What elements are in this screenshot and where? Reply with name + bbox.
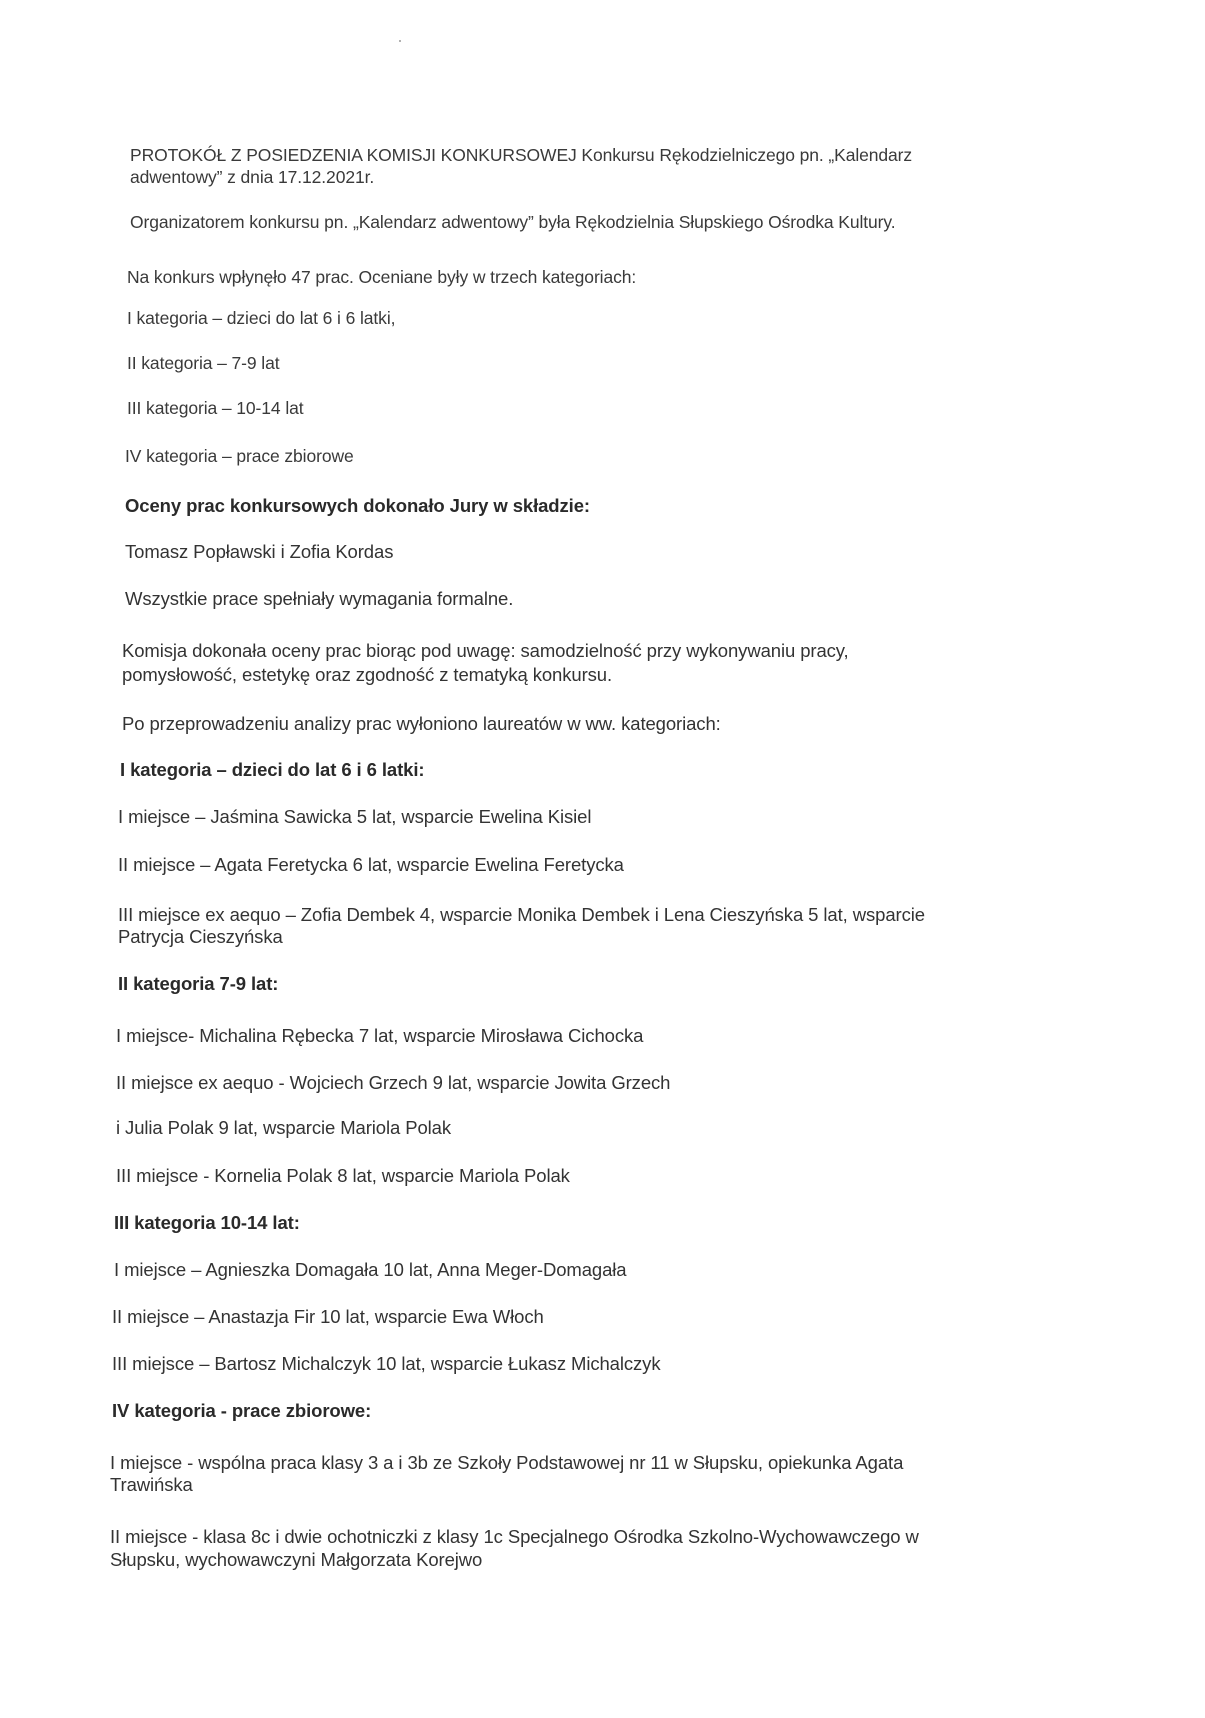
result-heading-category-4: IV kategoria - prace zbiorowe:: [112, 1400, 372, 1421]
result-entry: II miejsce – Anastazja Fir 10 lat, wsparcie Ewa Włoch: [112, 1306, 544, 1327]
result-entry-continuation: Trawińska: [110, 1474, 193, 1495]
result-entry-continuation: Słupsku, wychowawczyni Małgorzata Korejwo: [110, 1549, 483, 1570]
category-4: IV kategoria – prace zbiorowe: [125, 446, 354, 466]
criteria-line-1: Komisja dokonała oceny prac biorąc pod uwagę: samodzielność przy wykonywaniu pracy,: [122, 640, 849, 661]
criteria-line-2: pomysłowość, estetykę oraz zgodność z tematyką konkursu.: [122, 664, 613, 685]
result-heading-category-3: III kategoria 10-14 lat:: [114, 1212, 300, 1233]
jury-members: Tomasz Popławski i Zofia Kordas: [125, 541, 394, 562]
result-entry: II miejsce – Agata Feretycka 6 lat, wsparcie Ewelina Feretycka: [118, 854, 624, 875]
result-entry: III miejsce - Kornelia Polak 8 lat, wsparcie Mariola Polak: [116, 1165, 570, 1186]
result-entry: I miejsce – Agnieszka Domagała 10 lat, Anna Meger-Domagała: [114, 1259, 627, 1280]
title-line-2: adwentowy” z dnia 17.12.2021r.: [130, 167, 375, 187]
result-heading-category-2: II kategoria 7-9 lat:: [118, 973, 279, 994]
formal-requirements: Wszystkie prace spełniały wymagania formalne.: [125, 588, 514, 609]
scan-speck: [399, 40, 401, 42]
result-entry: I miejsce- Michalina Rębecka 7 lat, wsparcie Mirosława Cichocka: [116, 1025, 644, 1046]
category-3: III kategoria – 10-14 lat: [127, 398, 304, 418]
submissions-text: Na konkurs wpłynęło 47 prac. Oceniane były w trzech kategoriach:: [127, 267, 637, 287]
result-entry: III miejsce ex aequo – Zofia Dembek 4, wsparcie Monika Dembek i Lena Cieszyńska 5 lat, wsparcie: [118, 904, 925, 925]
result-entry: I miejsce - wspólna praca klasy 3 a i 3b ze Szkoły Podstawowej nr 11 w Słupsku, opiekunka Agata: [110, 1452, 904, 1473]
organizer-text: Organizatorem konkursu pn. „Kalendarz adwentowy” była Rękodzielnia Słupskiego Ośrodka Kultury.: [130, 212, 896, 232]
result-entry: III miejsce – Bartosz Michalczyk 10 lat, wsparcie Łukasz Michalczyk: [112, 1353, 661, 1374]
analysis-text: Po przeprowadzeniu analizy prac wyłoniono laureatów w ww. kategoriach:: [122, 713, 721, 734]
result-entry: I miejsce – Jaśmina Sawicka 5 lat, wsparcie Ewelina Kisiel: [118, 806, 592, 827]
category-2: II kategoria – 7-9 lat: [127, 353, 280, 373]
result-entry: i Julia Polak 9 lat, wsparcie Mariola Polak: [116, 1117, 452, 1138]
result-entry: II miejsce ex aequo - Wojciech Grzech 9 lat, wsparcie Jowita Grzech: [116, 1072, 671, 1093]
title-line-1: PROTOKÓŁ Z POSIEDZENIA KOMISJI KONKURSOWEJ Konkursu Rękodzielniczego pn. „Kalendarz: [130, 145, 913, 165]
result-heading-category-1: I kategoria – dzieci do lat 6 i 6 latki:: [120, 759, 425, 780]
jury-heading: Oceny prac konkursowych dokonało Jury w składzie:: [125, 495, 590, 516]
category-1: I kategoria – dzieci do lat 6 i 6 latki,: [127, 308, 396, 328]
result-entry: II miejsce - klasa 8c i dwie ochotniczki z klasy 1c Specjalnego Ośrodka Szkolno-Wychowawczego w: [110, 1526, 919, 1547]
result-entry-continuation: Patrycja Cieszyńska: [118, 926, 283, 947]
